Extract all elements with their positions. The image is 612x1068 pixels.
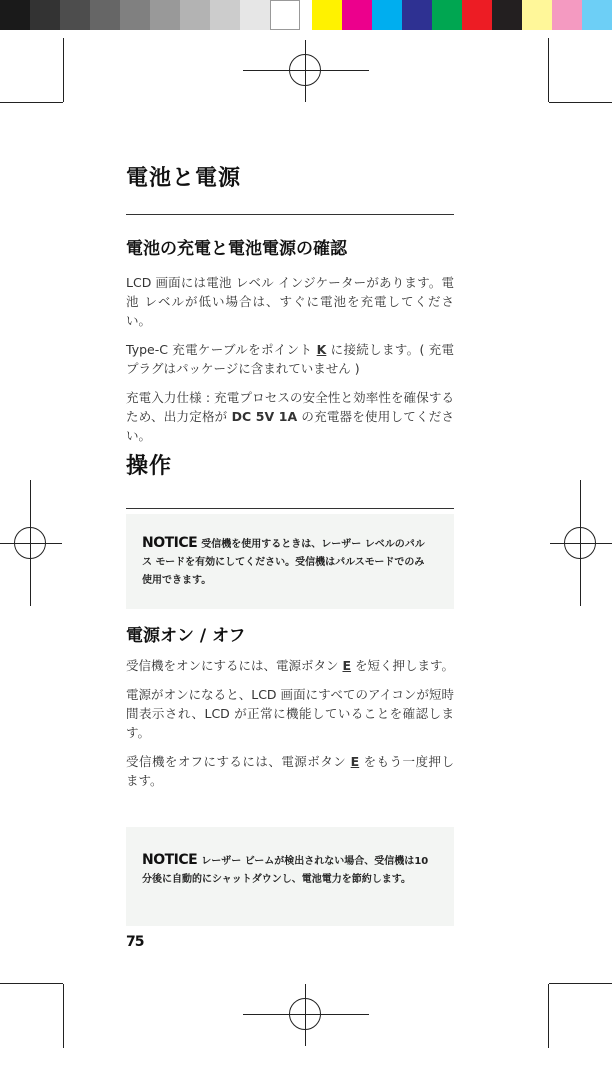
section-battery-power — [126, 164, 454, 455]
paragraph: 受信機をオンにするには、電源ボタン E を短く押します。 — [126, 658, 455, 673]
section-operation-title — [126, 452, 454, 509]
gray-swatch — [210, 0, 240, 30]
notice-label: NOTICE — [142, 535, 198, 551]
crop-mark — [549, 983, 612, 984]
notice-box: NOTICE 受信機を使用するときは、レーザー レベルのパルス モードを有効にしてください。受信機はパルスモードでのみ使用できます。 — [126, 514, 454, 609]
gray-swatch — [270, 0, 300, 30]
color-swatch — [582, 0, 612, 30]
gray-swatch — [60, 0, 90, 30]
color-calibration-bar — [312, 0, 612, 30]
paragraph: 電源がオンになると、LCD 画面にすべてのアイコンが短時間表示され、LCD が正常に機能していることを確認します。 — [126, 687, 454, 740]
color-swatch — [552, 0, 582, 30]
gray-swatch — [240, 0, 270, 30]
section-title: 電池と電源 — [126, 166, 242, 191]
paragraph: 充電入力仕様 : 充電プロセスの安全性と効率性を確保するため、出力定格が DC 5V 1A の充電器を使用してください。 — [126, 390, 454, 443]
color-swatch — [372, 0, 402, 30]
color-swatch — [312, 0, 342, 30]
crop-mark — [0, 102, 63, 103]
section-title: 操作 — [126, 454, 173, 479]
page-number: 75 — [126, 934, 144, 950]
button-label: E — [350, 754, 360, 769]
gray-swatch — [0, 0, 30, 30]
section-divider — [126, 508, 454, 509]
section-power-on-off — [126, 624, 454, 800]
color-swatch — [342, 0, 372, 30]
crop-mark — [63, 984, 64, 1048]
gray-swatch — [150, 0, 180, 30]
notice-label: NOTICE — [142, 852, 198, 868]
paragraph: Type-C 充電ケーブルをポイント K に接続します。( 充電プラグはパッケージに含まれていません ) — [126, 342, 455, 376]
gray-swatch — [180, 0, 210, 30]
color-swatch — [432, 0, 462, 30]
gray-swatch — [120, 0, 150, 30]
crop-mark — [548, 38, 549, 102]
crop-mark — [63, 38, 64, 102]
button-label: E — [342, 658, 352, 673]
paragraph: 受信機をオフにするには、電源ボタン E をもう一度押します。 — [126, 754, 454, 788]
color-swatch — [462, 0, 492, 30]
crop-mark — [549, 102, 612, 103]
notice-box: NOTICE レーザー ビームが検出されない場合、受信機は10 分後に自動的にシャットダウンし、電池電力を節約します。 — [126, 827, 454, 926]
color-swatch — [492, 0, 522, 30]
crop-mark — [548, 984, 549, 1048]
color-swatch — [402, 0, 432, 30]
crop-mark — [0, 983, 63, 984]
gray-swatch — [90, 0, 120, 30]
section-divider — [126, 214, 454, 215]
grayscale-calibration-bar — [0, 0, 300, 30]
charger-spec: DC 5V 1A — [231, 409, 298, 424]
subsection-title: 電源オン / オフ — [126, 626, 246, 646]
subsection-title: 電池の充電と電池電源の確認 — [126, 239, 347, 259]
color-swatch — [522, 0, 552, 30]
paragraph: LCD 画面には電池 レベル インジケーターがあります。電池 レベルが低い場合は、すぐに電池を充電してください。 — [126, 275, 454, 328]
gray-swatch — [30, 0, 60, 30]
point-label: K — [316, 342, 327, 357]
